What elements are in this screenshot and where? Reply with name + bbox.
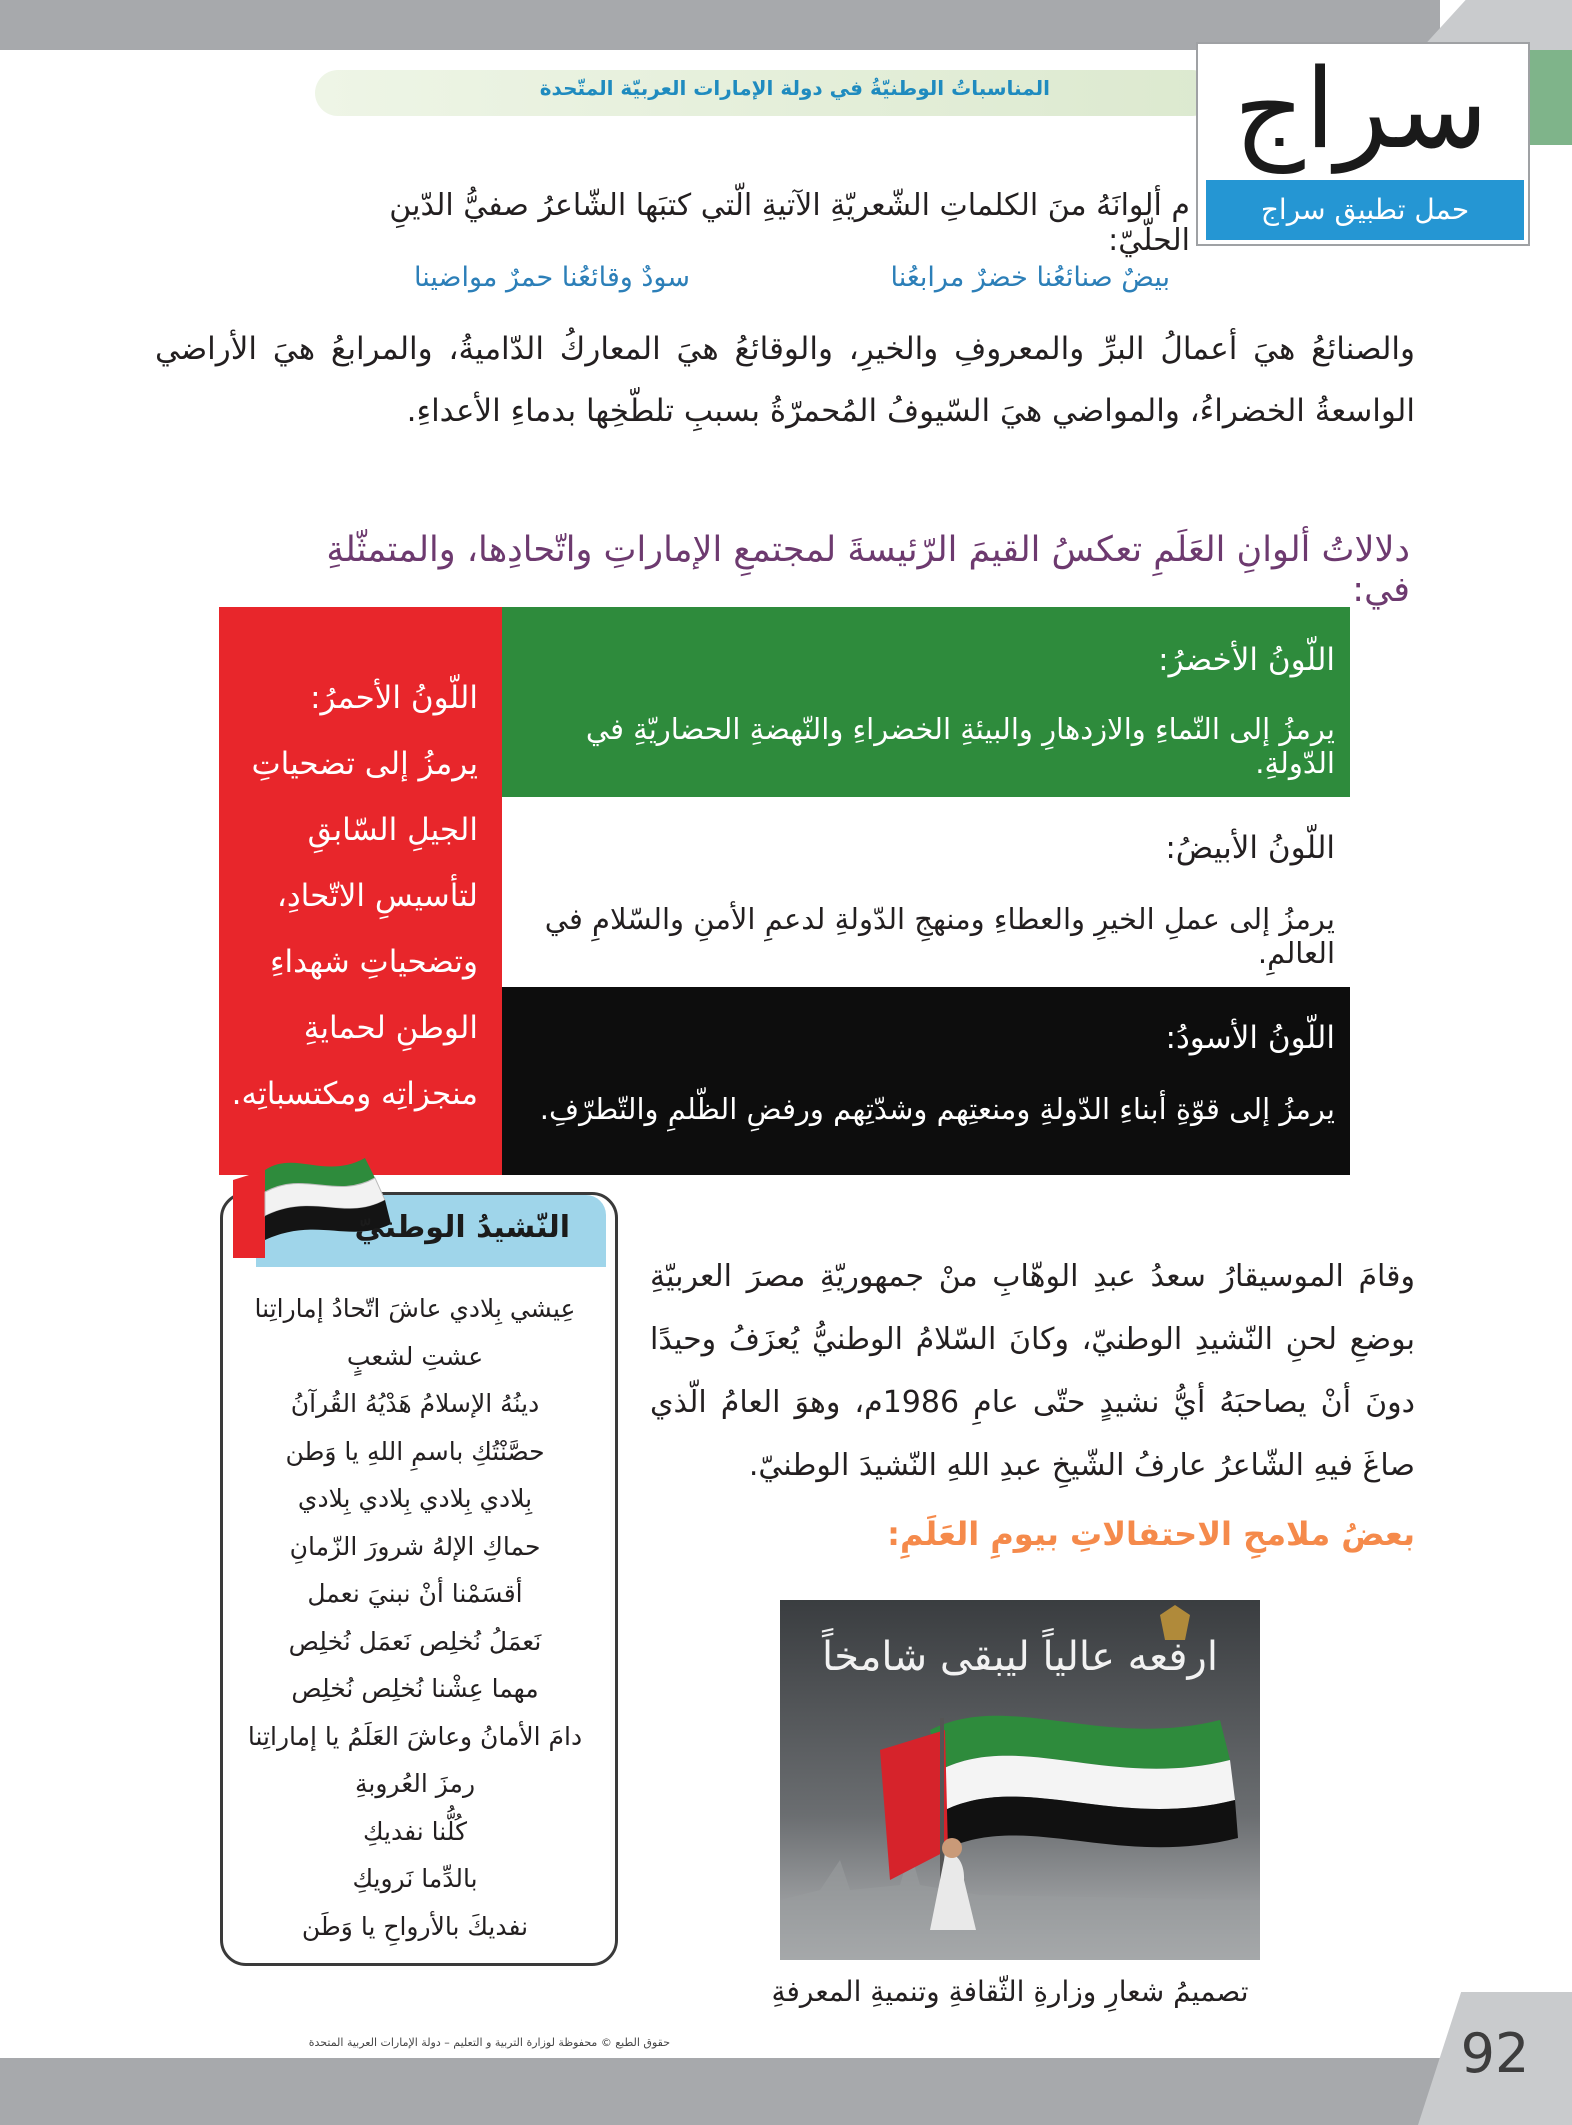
verse-explanation: والصنائعُ هيَ أعمالُ البرِّ والمعروفِ والخيرِ، والوقائعُ هيَ المعاركُ الدّاميةُ، والمرابعُ هيَ الأراضي الواسعةُ الخضراءُ، والمواضي هيَ السّيوفُ المُحمرّةُ بسببِ تلطّخِها بدماءِ الأعداءِ. xyxy=(155,331,1415,429)
anthem-history-paragraph: وقامَ الموسيقارُ سعدُ عبدِ الوهّابِ منْ جمهوريّةِ مصرَ العربيّةِ بوضعِ لحنِ النّشيدِ الوطنيّ، وكانَ السّلامُ الوطنيُّ يُعزَفُ وحيدًا دونَ أنْ يصاحبَهُ أيُّ نشيدٍ حتّى عامِ 1986م، وهوَ العامُ الّذي صاغَ فيهِ الشّاعرُ عارفُ الشّيخِ عبدِ اللهِ النّشيدَ الوطنيّ. xyxy=(650,1259,1415,1483)
verse-second-hemistich: سودٌ وقائعُنا حمرٌ مواضينا xyxy=(414,262,690,293)
anthem-line: عِيشي بِلادي عاشَ اتّحادُ إماراتِنا xyxy=(254,1294,576,1323)
chapter-header-title: المناسباتُ الوطنيّةُ في دولة الإمارات العربيّة المتّحدة xyxy=(539,76,1050,100)
anthem-line: دامَ الأمانُ وعاشَ العَلَمُ يا إماراتِنا xyxy=(247,1721,583,1751)
anthem-line: نَعمَلُ نُخلِص نَعمَل نُخلِص xyxy=(288,1626,542,1656)
green-meaning: يرمزُ إلى النّماءِ والازدهارِ والبيئةِ الخضراءِ والنّهضةِ الحضاريّةِ في الدّولةِ. xyxy=(585,712,1335,780)
anthem-line: بالدِّما نَرويكِ xyxy=(352,1864,478,1893)
intro-sentence: م ألوانَهُ منَ الكلماتِ الشّعريّةِ الآتيةِ الّتي كتبَها الشّاعرُ صفيُّ الدّينِ الحلّيّ: xyxy=(389,188,1190,258)
black-meaning: يرمزُ إلى قوّةِ أبناءِ الدّولةِ ومنعتِهم وشدّتِهم ورفضِ الظّلمِ والتّطرّفِ. xyxy=(539,1092,1335,1126)
anthem-line: رمزَ العُروبةِ xyxy=(354,1769,476,1798)
white-meaning: يرمزُ إلى عملِ الخيرِ والعطاءِ ومنهجِ الدّولةِ لدعمِ الأمنِ والسّلامِ في العالمِ. xyxy=(544,902,1335,970)
anthem-line: حصَّنْتُكِ باسمِ اللهِ يا وَطن xyxy=(285,1436,545,1466)
anthem-line: نفديكَ بالأرواحِ يا وَطَن xyxy=(301,1911,529,1941)
copyright-notice: حقوق الطبع © محفوظة لوزارة التربية و التعليم – دولة الإمارات العربية المتحدة xyxy=(308,2036,670,2049)
siraj-logo-name: سراج xyxy=(1233,45,1489,173)
anthem-line: كُلُّنا نفديكِ xyxy=(362,1816,468,1846)
anthem-line: عشتِ لشعبٍ xyxy=(346,1341,484,1371)
red-text-block xyxy=(228,665,478,1127)
red-meaning: يرمزُ إلى تضحياتِ الجيلِ السّابقِ لتأسيسِ الاتّحادِ، وتضحياتِ شهداءِ الوطنِ لحمايةِ منجزاتِه ومكتسباتِه. xyxy=(231,746,478,1112)
bottom-bar xyxy=(0,2058,1572,2125)
flag-day-subtitle: بعضُ ملامحِ الاحتفالاتِ بيومِ العَلَمِ: xyxy=(887,1515,1415,1553)
poster-caption: تصميمُ شعارِ وزارةِ الثّقافةِ وتنميةِ المعرفةِ xyxy=(771,1975,1249,2008)
black-label: اللّونُ الأسودُ: xyxy=(1165,1020,1335,1056)
anthem-line: حماكِ الإلهُ شرورَ الزّمانِ xyxy=(289,1531,541,1561)
anthem-title: النّشيدُ الوطنيّ xyxy=(354,1210,570,1245)
anthem-line: أقسَمْنا أنْ نبنيَ نعمل xyxy=(307,1579,523,1608)
anthem-lines xyxy=(230,1285,600,1950)
red-label: اللّونُ الأحمرُ: xyxy=(310,680,478,716)
anthem-line: دينُهُ الإسلامُ هَدْيُهُ القُرآنُ xyxy=(290,1389,540,1418)
green-label: اللّونُ الأخضرُ: xyxy=(1158,642,1335,678)
white-label: اللّونُ الأبيضُ: xyxy=(1165,830,1335,866)
verse-first-hemistich: بيضٌ صنائعُنا خضرٌ مرابعُنا xyxy=(890,262,1170,293)
flag-section-title: دلالاتُ ألوانِ العَلَمِ تعكسُ القيمَ الرّئيسةَ لمجتمعِ الإماراتِ واتّحادِها، والمتمثّلةِ في: xyxy=(326,530,1410,610)
siraj-app-banner[interactable]: حمل تطبيق سراج xyxy=(1206,180,1524,240)
poster-slogan: ارفعه عالياً ليبقى شامخاً xyxy=(822,1634,1218,1680)
anthem-line: مهما عِشْنا نُخلِص نُخلِص xyxy=(291,1674,539,1703)
page-number: 92 xyxy=(1460,2022,1530,2085)
flag-black-stripe xyxy=(502,987,1350,1175)
flag-day-poster-image xyxy=(780,1600,1260,1960)
anthem-line: بِلادي بِلادي بِلادي بِلادي xyxy=(297,1484,533,1513)
